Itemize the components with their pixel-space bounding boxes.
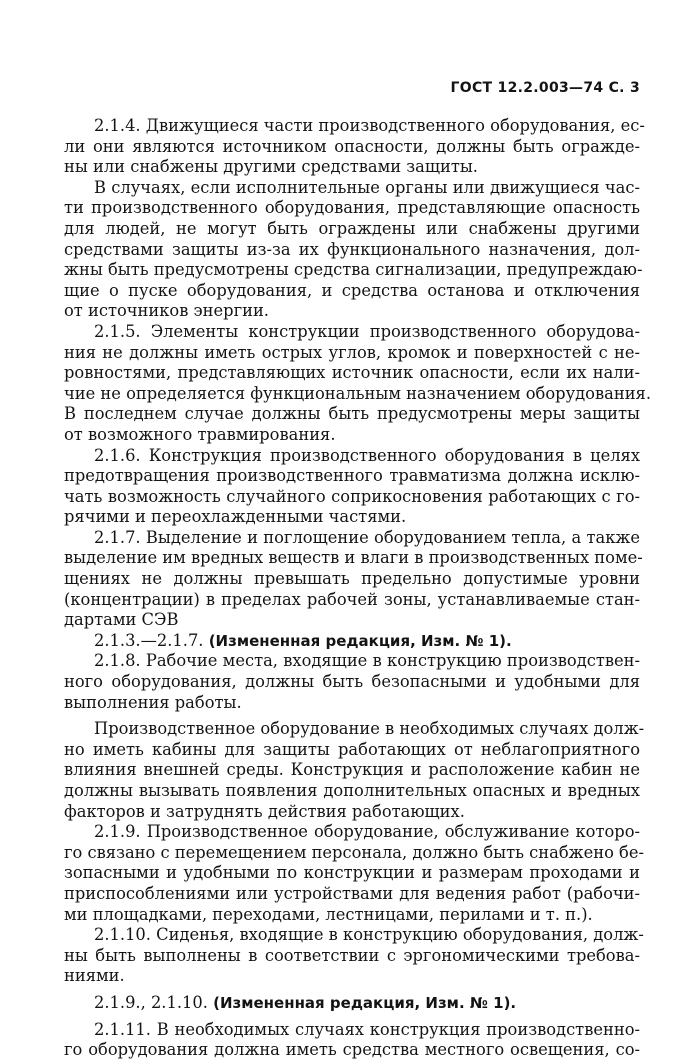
text-line: влияния внешней среды. Конструкция и расположение кабин не [64,760,640,780]
document-body [64,116,651,1061]
text-line: предотвращения производственного травматизма должна исклю- [64,466,640,486]
text-line: В случаях, если исполнительные органы или движущиеся час- [94,177,640,197]
paragraph-2-1-8 [64,651,640,713]
text-line: рячими и переохлажденными частями. [64,507,407,527]
amendment-note [64,993,640,1014]
text-line: 2.1.10. Сиденья, входящие в конструкцию оборудования, долж- [94,925,644,945]
text-line: должны вызывать появления дополнительных опасных и вредных [64,781,640,800]
text-line: 2.1.9. Производственное оборудование, обслуживание которо- [94,822,640,842]
text-line: средствами защиты из-за их функционального назначения, дол- [64,239,640,259]
text-line: щие о пуске оборудования, и средства останова и отключения [64,280,640,300]
paragraph-2-1-8-continued [64,719,645,822]
text-line: ния не должны иметь острых углов, кромок и поверхностей с не- [64,342,640,362]
text-line: выполнения работы. [64,692,242,712]
amendment-text: (Измененная редакция, Изм. № 1). [213,993,517,1012]
amendment-note [64,631,640,652]
text-line: жны быть предусмотрены средства сигнализации, предупреждаю- [64,260,643,280]
text-line: ми площадками, переходами, лестницами, перилами и т. п.). [64,904,593,924]
text-line: ли они являются источником опасности, должны быть огражде- [64,136,640,156]
paragraph-2-1-5 [64,321,651,446]
text-line: выделение им вредных веществ и влаги в производственных поме- [64,548,643,568]
text-line: 2.1.4. Движущиеся части производственного оборудования, ес- [94,116,645,135]
text-line: ниями. [64,966,125,986]
text-line: ровностями, представляющих источник опасности, если их нали- [64,363,640,383]
text-line: ного оборудования, должны быть безопасными и удобными для [64,672,640,692]
text-line: 2.1.8. Рабочие места, входящие в конструкцию производствен- [94,651,640,671]
text-line: го оборудования должна иметь средства местного освещения, со- [64,1040,640,1060]
amendment-text: (Измененная редакция, Изм. № 1). [208,631,512,650]
paragraph-2-1-6 [64,446,640,528]
text-line: 2.1.6. Конструкция производственного оборудования в целях [94,445,640,465]
text-line: факторов и затруднять действия работающих. [64,801,465,821]
text-line: чие не определяется функциональным назначением оборудования. [64,383,651,403]
paragraph-2-1-4-continued [64,177,643,322]
text-line: го связано с перемещением персонала, должно быть снабжено бе- [64,842,644,862]
text-line: ны быть выполнены в соответствии с эргономическими требова- [64,945,640,965]
text-line: (концентрации) в пределах рабочей зоны, устанавливаемые стан- [64,589,640,609]
text-line: Производственное оборудование в необходимых случаях долж- [94,719,645,739]
text-line: чать возможность случайного соприкосновения работающих с го- [64,486,640,506]
text-line: В последнем случае должны быть предусмотрены меры защиты [64,404,640,424]
text-line: ти производственного оборудования, представляющие опасность [64,198,640,218]
paragraph-2-1-4 [64,116,645,178]
text-line: приспособлениями или устройствами для ведения работ (рабочи- [64,883,640,903]
amendment-ref: 2.1.9., 2.1.10. [94,992,208,1012]
text-line: 2.1.7. Выделение и поглощение оборудованием тепла, а также [94,527,640,547]
text-line: щениях не должны превышать предельно допустимые уровни [64,569,640,589]
text-line: от возможного травмирования. [64,424,336,444]
text-line: для людей, не могут быть ограждены или снабжены другими [64,218,640,238]
paragraph-2-1-7 [64,527,643,631]
paragraph-2-1-10 [64,925,644,987]
text-line: 2.1.5. Элементы конструкции производственного оборудова- [94,321,640,341]
text-line: зопасными и удобными по конструкции и размерам проходами и [64,863,640,883]
amendment-ref: 2.1.3.—2.1.7. [94,630,204,650]
text-line: ны или снабжены другими средствами защиты. [64,157,478,177]
text-line: но иметь кабины для защиты работающих от неблагоприятного [64,739,640,759]
paragraph-2-1-9 [64,822,644,925]
text-line: дартами СЭВ [64,610,179,630]
page-header: ГОСТ 12.2.003—74 С. 3 [450,80,640,96]
paragraph-2-1-11 [64,1020,640,1061]
text-line: 2.1.11. В необходимых случаях конструкция производственно- [94,1019,640,1039]
text-line: от источников энергии. [64,301,269,321]
